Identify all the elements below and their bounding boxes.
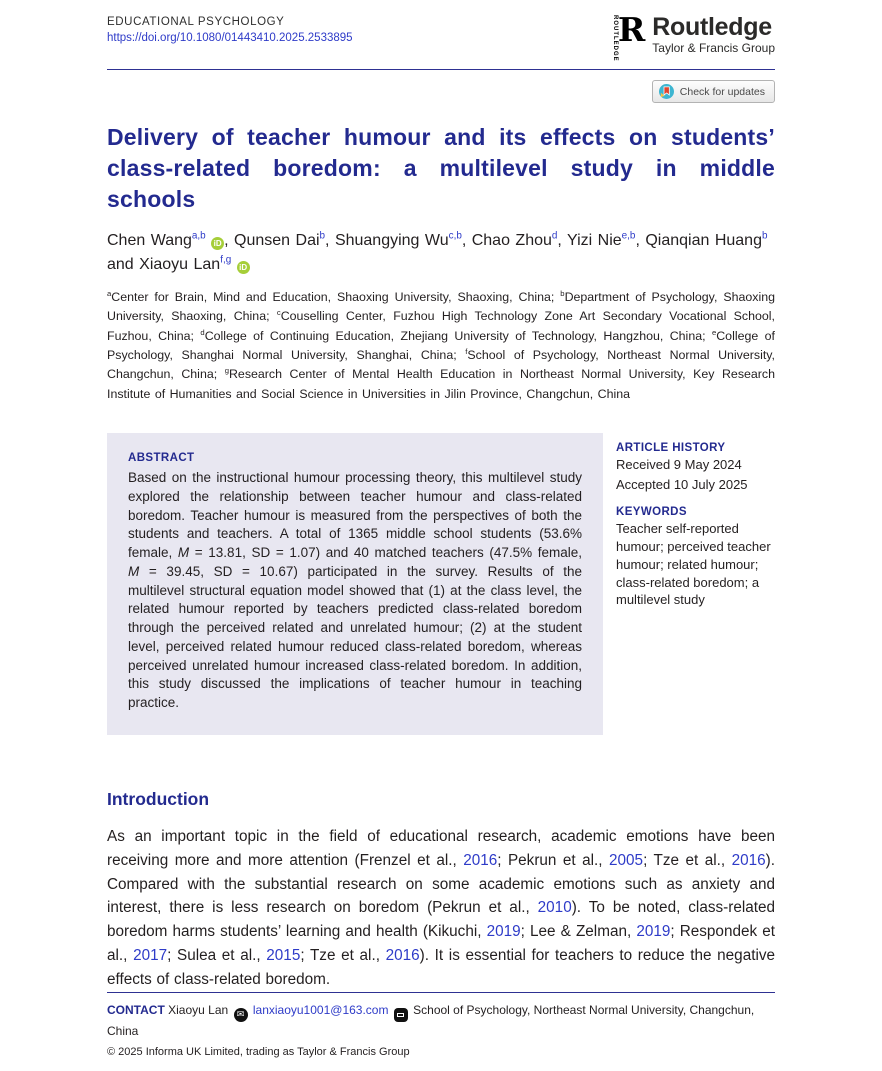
routledge-r-glyph: R bbox=[617, 10, 646, 49]
text-segment: M bbox=[177, 545, 190, 561]
citation-link[interactable]: 2015 bbox=[266, 947, 301, 965]
routledge-logo bbox=[611, 10, 775, 62]
contact-line bbox=[107, 1001, 775, 1041]
text-segment: M bbox=[128, 563, 140, 579]
abstract-heading: ABSTRACT bbox=[128, 452, 195, 465]
text-segment: ; Tze et al., bbox=[643, 851, 732, 869]
text-segment: ; Lee & Zelman, bbox=[520, 923, 637, 941]
routledge-logo-mark bbox=[611, 10, 646, 62]
accepted-date: Accepted 10 July 2025 bbox=[616, 476, 748, 492]
text-segment bbox=[231, 256, 236, 273]
superscript: e,b bbox=[621, 230, 636, 242]
received-date: Received 9 May 2024 bbox=[616, 457, 742, 473]
contact-label: CONTACT bbox=[107, 1003, 165, 1018]
superscript: c bbox=[276, 308, 281, 318]
check-for-updates-label: Check for updates bbox=[679, 85, 765, 98]
text-segment: Research Center of Mental Health Education in Northeast Normal University, Key Research Institute of Humanities and Social Science in Universities in Jilin Province, Changchun, China bbox=[107, 367, 776, 401]
citation-link[interactable]: 2005 bbox=[609, 851, 644, 869]
superscript: d bbox=[200, 327, 205, 337]
text-segment: , Chao Zhou bbox=[461, 232, 552, 250]
footer-rule bbox=[107, 992, 775, 994]
journal-name: EDUCATIONAL PSYCHOLOGY bbox=[107, 16, 285, 28]
keywords-block bbox=[616, 506, 775, 608]
keywords-heading: KEYWORDS bbox=[616, 506, 687, 519]
citation-link[interactable]: 2017 bbox=[133, 947, 168, 965]
text-segment: Chen Wang bbox=[107, 232, 192, 250]
publisher-name: Routledge bbox=[652, 13, 772, 41]
text-segment: ; Pekrun et al., bbox=[497, 851, 610, 869]
superscript: b bbox=[761, 230, 768, 242]
author-list bbox=[107, 229, 775, 277]
abstract-box bbox=[107, 433, 603, 735]
text-segment: School of Psychology, Northeast Normal University, Changchun, China; bbox=[107, 348, 775, 382]
text-segment: Based on the instructional humour processing theory, this multilevel study explored the relationship between teacher humour and class-related boredom. Teacher humour is measured from the perspectives of both the students and teachers. A total of 1365 middle school students (53.6% female, bbox=[128, 470, 582, 561]
text-segment: , Shuangying Wu bbox=[325, 232, 449, 250]
text-segment: ; Respondek et al., bbox=[107, 923, 775, 965]
crossmark-icon bbox=[659, 84, 674, 99]
text-segment: ; Tze et al., bbox=[300, 947, 386, 965]
publisher-tagline: Taylor & Francis Group bbox=[652, 41, 775, 56]
abstract-text bbox=[128, 469, 582, 713]
superscript: a,b bbox=[191, 230, 206, 242]
text-segment: ). To be noted, class-related boredom harms students’ learning and health (Kikuchi, bbox=[107, 899, 775, 941]
text-segment: , Qianqian Huang bbox=[635, 232, 762, 250]
address-icon bbox=[394, 1008, 408, 1022]
citation-link[interactable]: 2016 bbox=[385, 947, 420, 965]
orcid-icon[interactable]: iD bbox=[211, 237, 224, 250]
doi-link[interactable]: https://doi.org/10.1080/01443410.2025.2533895 bbox=[107, 32, 353, 44]
text-segment: Center for Brain, Mind and Education, Shaoxing University, Shaoxing, China; bbox=[111, 290, 561, 305]
superscript: g bbox=[224, 366, 229, 376]
citation-link[interactable]: 2016 bbox=[463, 851, 498, 869]
page-header bbox=[107, 10, 775, 62]
text-segment: , Yizi Nie bbox=[557, 232, 622, 250]
text-segment: College of Psychology, Shanghai Normal University, Shanghai, China; bbox=[107, 328, 775, 363]
superscript: b bbox=[319, 230, 326, 242]
email-link[interactable]: lanxiaoyu1001@163.com bbox=[252, 1003, 389, 1018]
text-segment: College of Continuing Education, Zhejiang University of Technology, Hangzhou, China; bbox=[204, 328, 712, 343]
keywords-text: Teacher self-reported humour; perceived teacher humour; related humour; class-related boredom; a multilevel study bbox=[616, 521, 771, 608]
section-heading-introduction: Introduction bbox=[107, 788, 210, 809]
article-title: Delivery of teacher humour and its effects on students’ class-related boredom: a multilevel study in middle schools bbox=[107, 124, 775, 212]
superscript: b bbox=[560, 288, 565, 298]
article-sidebar bbox=[616, 433, 775, 735]
superscript: c,b bbox=[448, 230, 462, 242]
page-footer bbox=[107, 992, 775, 1071]
orcid-icon[interactable]: iD bbox=[237, 261, 250, 274]
contact-address: School of Psychology, Northeast Normal University, Changchun, China bbox=[107, 1003, 755, 1039]
superscript: a bbox=[107, 288, 112, 298]
superscript: f,g bbox=[220, 254, 232, 266]
header-rule bbox=[107, 69, 775, 70]
abstract-section bbox=[107, 433, 775, 735]
citation-link[interactable]: 2019 bbox=[486, 923, 521, 941]
text-segment: Couselling Center, Fuzhou High Technology Zone Art Secondary Vocational School, Fuzhou, China; bbox=[107, 309, 775, 343]
copyright-text: © 2025 Informa UK Limited, trading as Taylor & Francis Group bbox=[107, 1046, 410, 1058]
superscript: d bbox=[551, 230, 558, 242]
text-segment: As an important topic in the field of educational research, academic emotions have been receiving more and more attention (Frenzel et al., bbox=[107, 827, 775, 869]
text-segment: Department of Psychology, Shaoxing University, Shaoxing, China; bbox=[107, 290, 775, 324]
affiliations bbox=[107, 288, 775, 404]
citation-link[interactable]: 2010 bbox=[537, 899, 572, 917]
text-segment: ; Sulea et al., bbox=[167, 947, 267, 965]
text-segment: = 13.81, SD = 1.07) and 40 matched teachers (47.5% female, bbox=[189, 545, 582, 561]
text-segment: , Qunsen Dai bbox=[224, 232, 320, 250]
citation-link[interactable]: 2019 bbox=[636, 923, 671, 941]
email-icon: ✉ bbox=[234, 1008, 248, 1022]
superscript: f bbox=[465, 346, 468, 356]
text-segment: ). Compared with the substantial research on some academic emotions such as anxiety and interest, there is less research on boredom (Pekrun et al., bbox=[107, 851, 775, 917]
text-segment: and Xiaoyu Lan bbox=[107, 256, 221, 274]
superscript: e bbox=[711, 327, 717, 337]
journal-info bbox=[107, 16, 353, 46]
text-segment: ). It is essential for teachers to reduce the negative effects of class-related boredom. bbox=[107, 947, 775, 989]
article-history-heading: ARTICLE HISTORY bbox=[616, 442, 726, 455]
intro-paragraph bbox=[107, 825, 775, 992]
text-segment: = 39.45, SD = 10.67) participated in the survey. Results of the multilevel structural equation model showed that (1) at the class level, the related humour reported by teachers predicted class-related boredom through the perceived related and unrelated humour; (2) at the student level, perceived related humour reduced class-related boredom, whereas perceived unrelated humour increased class-related boredom. In addition, this study discussed the implications of teacher humour in teaching practice. bbox=[128, 563, 582, 711]
citation-link[interactable]: 2016 bbox=[731, 851, 766, 869]
routledge-vertical-text: ROUTLEDGE bbox=[611, 15, 618, 62]
check-for-updates-button[interactable] bbox=[652, 80, 775, 103]
updates-row bbox=[107, 80, 775, 103]
article-history-block bbox=[616, 442, 775, 493]
publisher-text bbox=[652, 14, 775, 55]
contact-name: Xiaoyu Lan bbox=[168, 1003, 229, 1018]
